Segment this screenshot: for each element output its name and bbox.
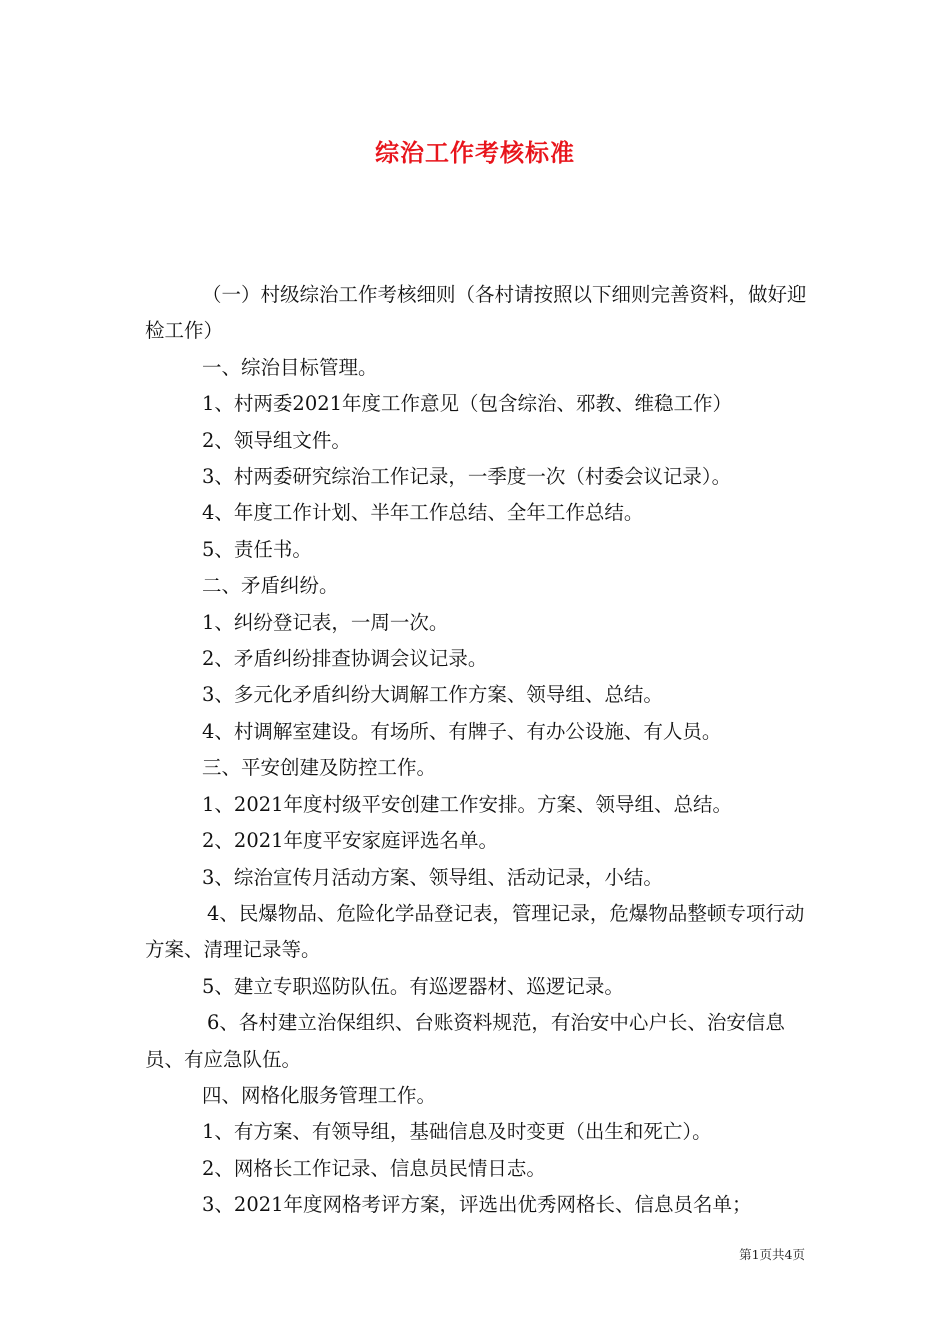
list-item: 4、年度工作计划、半年工作总结、全年工作总结。 — [202, 501, 644, 525]
section-heading-3: 三、平安创建及防控工作。 — [202, 756, 437, 780]
paragraph-intro: （一）村级综治工作考核细则（各村请按照以下细则完善资料，做好迎检工作） — [145, 283, 807, 343]
section-heading-2: 二、矛盾纠纷。 — [202, 574, 339, 598]
page-title: 综治工作考核标准 — [375, 138, 575, 167]
list-item: 4、村调解室建设。有场所、有牌子、有办公设施、有人员。 — [202, 719, 722, 743]
document-body — [145, 277, 810, 1224]
list-item: 6、各村建立治保组织、台账资料规范，有治安中心户长、治安信息员、有应急队伍。 — [145, 1011, 785, 1071]
list-item: 1、2021年度村级平安创建工作安排。方案、领导组、总结。 — [202, 792, 733, 816]
list-item: 1、纠纷登记表，一周一次。 — [202, 610, 449, 634]
section-heading-4: 四、网格化服务管理工作。 — [202, 1083, 437, 1107]
section-heading-1: 一、综治目标管理。 — [202, 355, 378, 379]
list-item: 5、建立专职巡防队伍。有巡逻器材、巡逻记录。 — [202, 974, 624, 998]
list-item: 1、有方案、有领导组，基础信息及时变更（出生和死亡）。 — [202, 1120, 712, 1144]
list-item: 4、民爆物品、危险化学品登记表，管理记录，危爆物品整顿专项行动方案、清理记录等。 — [145, 901, 805, 962]
list-item: 3、村两委研究综治工作记录，一季度一次（村委会议记录）。 — [202, 465, 732, 489]
list-item: 2、领导组文件。 — [202, 428, 351, 452]
list-item: 2、2021年度平安家庭评选名单。 — [202, 829, 499, 853]
list-item: 3、多元化矛盾纠纷大调解工作方案、领导组、总结。 — [202, 683, 663, 707]
list-item: 5、责任书。 — [202, 537, 312, 561]
list-item: 3、综治宣传月活动方案、领导组、活动记录，小结。 — [202, 865, 663, 889]
list-item: 3、2021年度网格考评方案，评选出优秀网格长、信息员名单； — [202, 1193, 752, 1217]
list-item: 2、网格长工作记录、信息员民情日志。 — [202, 1156, 546, 1180]
list-item: 1、村两委2021年度工作意见（包含综治、邪教、维稳工作） — [202, 392, 733, 416]
list-item: 2、矛盾纠纷排查协调会议记录。 — [202, 647, 488, 671]
page-number: 第1页共4页 — [739, 1247, 805, 1262]
